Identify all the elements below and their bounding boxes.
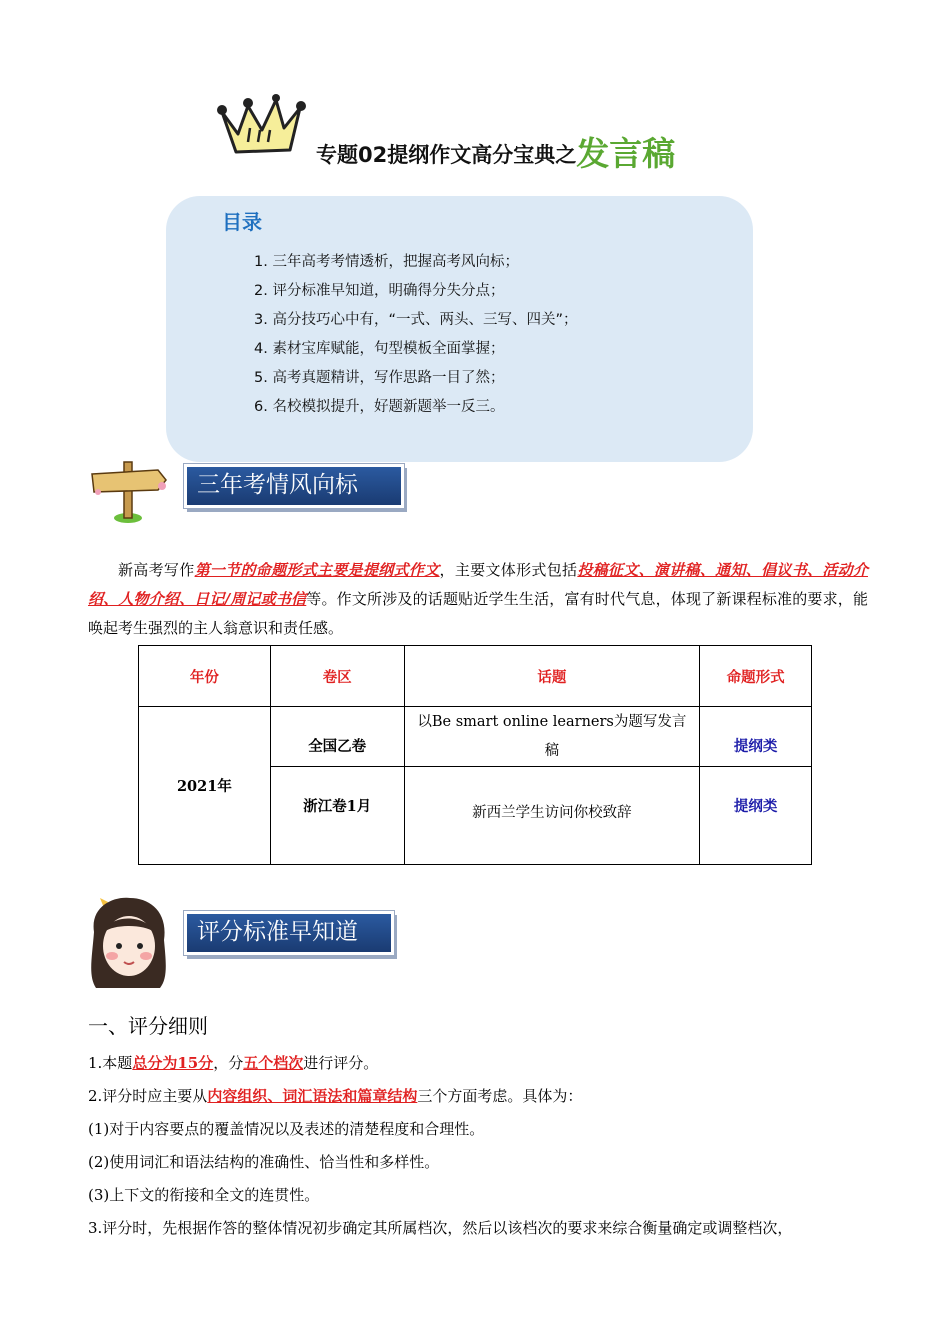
topic-cell: 新西兰学生访问你校致辞 [404,767,700,865]
table-header: 卷区 [270,646,404,707]
toc-item: 5. 高考真题精讲，写作思路一目了然； [254,370,505,386]
exam-table [138,645,812,865]
section-subtitle: 一、评分细则 [88,1014,208,1038]
rule-text: 2.评分时应主要从 [88,1087,208,1105]
table-header-row [139,646,812,707]
region-cell: 全国乙卷 [270,707,404,767]
para-highlight: 第一节的命题形式主要是提纲式作文 [194,561,440,579]
rule-text: 进行评分。 [303,1054,379,1072]
intro-paragraph [88,556,868,643]
table-header: 命题形式 [700,646,812,707]
table-header: 话题 [404,646,700,707]
section-banner-scoring: 评分标准早知道 [184,911,394,955]
rule-highlight: 总分为15分 [132,1054,214,1072]
table-header: 年份 [139,646,271,707]
title-highlight: 发言稿 [576,134,676,173]
toc-item: 3. 高分技巧心中有，“一式、两头、三写、四关”； [254,312,578,328]
rule-text: 三个方面考虑。具体为： [417,1087,583,1105]
rule-line-4: (2)使用词汇和语法结构的准确性、恰当性和多样性。 [88,1153,440,1171]
rule-highlight: 五个档次 [243,1054,304,1072]
toc-heading: 目录 [222,210,262,234]
rule-line-1 [88,1052,378,1073]
page-title [316,128,675,175]
rule-line-2 [88,1085,582,1106]
region-cell: 浙江卷1月 [270,767,404,865]
toc-list [254,248,577,422]
girl-avatar-icon [84,892,174,992]
title-main: 专题02提纲作文高分宝典之 [316,143,577,167]
rule-line-6: 3.评分时，先根据作答的整体情况初步确定其所属档次，然后以该档次的要求来综合衡量确定或调整档次， [88,1219,793,1237]
para-text: 新高考写作 [118,561,195,579]
rule-text: 1.本题 [88,1054,133,1072]
rule-line-5: (3)上下文的衔接和全文的连贯性。 [88,1186,320,1204]
toc-item: 2. 评分标准早知道，明确得分失分点； [254,283,505,299]
rule-line-3: (1)对于内容要点的覆盖情况以及表述的清楚程度和合理性。 [88,1120,485,1138]
table-row [139,707,812,767]
rule-text: ，分 [213,1054,244,1072]
signpost-icon [88,458,170,524]
form-cell: 提纲类 [700,707,812,767]
toc-box [166,196,753,462]
para-text: 等。作文所涉及的话题贴近学生生活，富有时代气息，体现了新课程标准的要求，能唤起考生强烈的主人翁意识和责任感。 [88,590,868,637]
toc-item: 6. 名校模拟提升，好题新题举一反三。 [254,399,505,415]
topic-cell: 以Be smart online learners为题写发言稿 [404,707,700,767]
toc-item: 1. 三年高考考情透析，把握高考风向标； [254,254,519,270]
year-cell: 2021年 [139,707,271,865]
para-highlight: 投稿征文、演讲稿、通知、倡议书、活动介绍、人物介绍、日记/周记或书信 [88,561,868,608]
toc-item: 4. 素材宝库赋能，句型模板全面掌握； [254,341,505,357]
rule-highlight: 内容组织、词汇语法和篇章结构 [207,1087,418,1105]
para-text: ，主要文体形式包括 [439,561,578,579]
section-banner-trends: 三年考情风向标 [184,464,404,508]
form-cell: 提纲类 [700,767,812,865]
crown-icon [214,94,306,156]
